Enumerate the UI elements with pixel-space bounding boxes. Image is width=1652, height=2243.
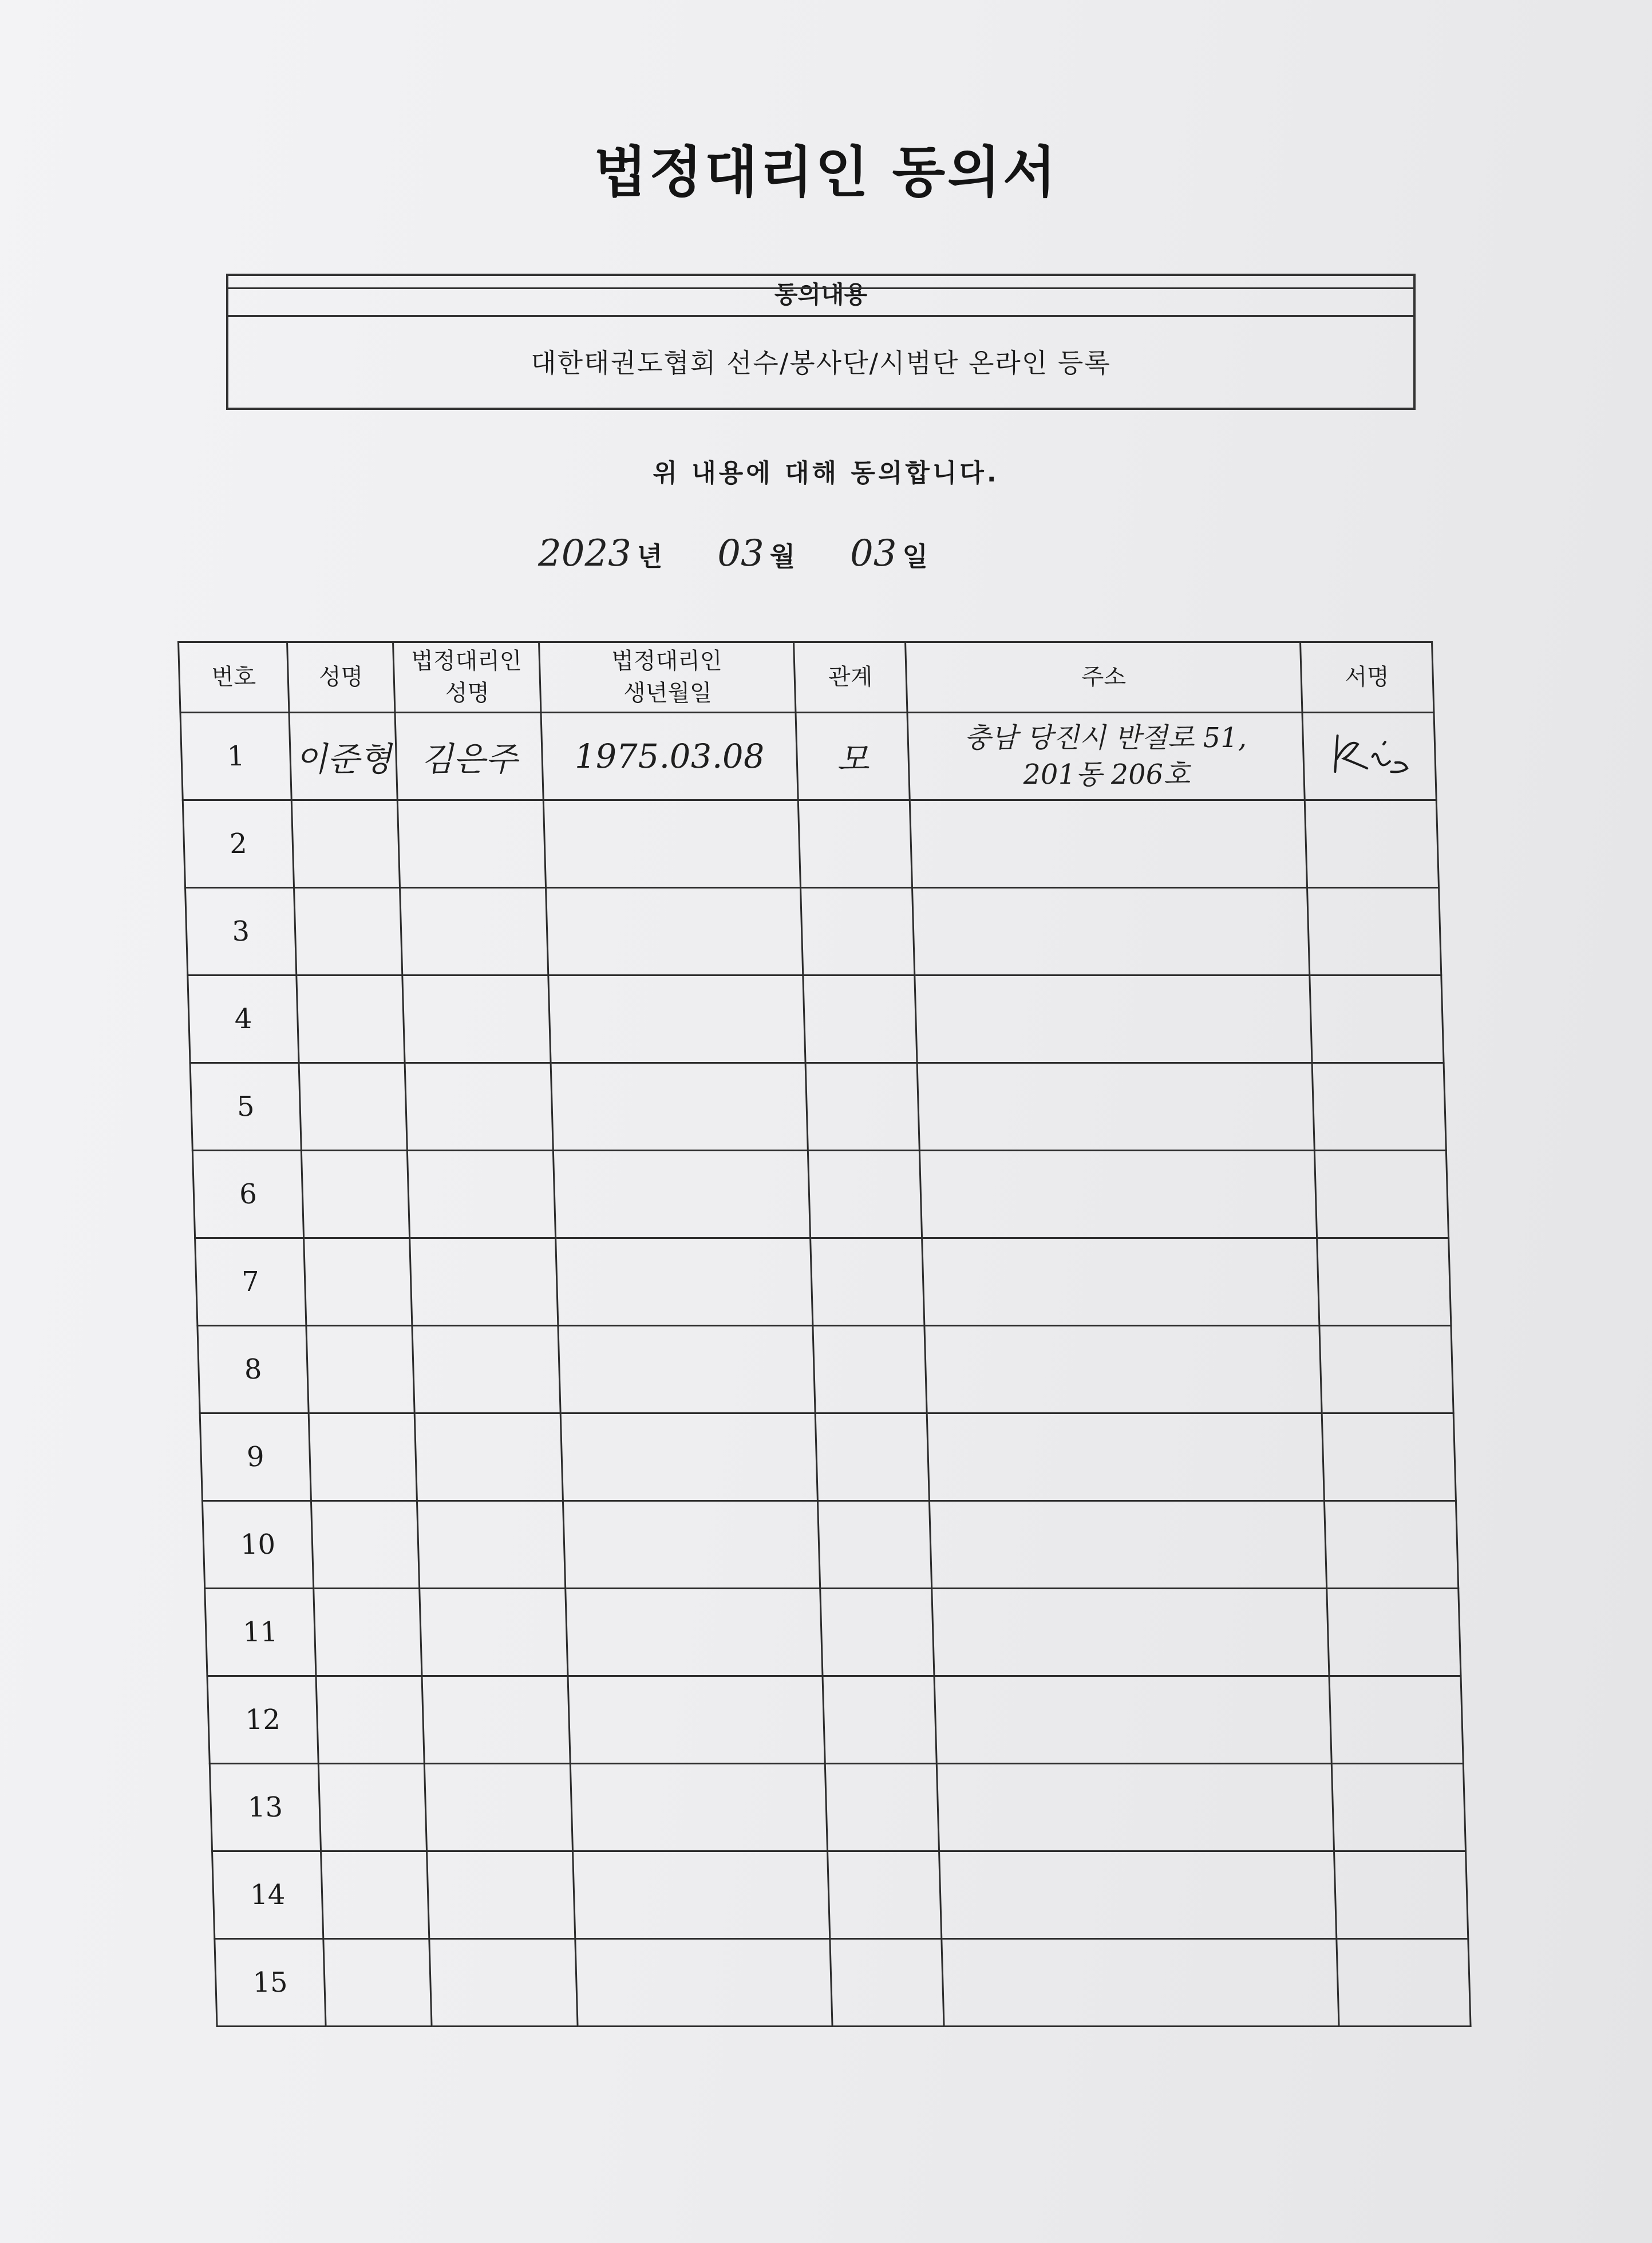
relation[interactable] — [817, 1501, 931, 1589]
table-row — [212, 1851, 1468, 1939]
guardian-name[interactable] — [420, 1589, 568, 1676]
student-name[interactable] — [309, 1413, 417, 1501]
signature-scribble[interactable] — [1302, 713, 1436, 800]
guardian-birthdate[interactable] — [563, 1501, 820, 1589]
table-header-row — [179, 642, 1434, 713]
relation[interactable] — [801, 888, 915, 976]
guardian-birthdate[interactable] — [553, 1151, 810, 1238]
header-name: 성명 — [287, 642, 395, 713]
signature-field[interactable] — [1334, 1851, 1468, 1939]
student-name[interactable] — [323, 1939, 432, 2027]
student-name[interactable] — [297, 976, 405, 1063]
student-name[interactable] — [299, 1063, 407, 1151]
address[interactable] — [936, 1764, 1334, 1851]
guardian-birthdate[interactable] — [548, 976, 805, 1063]
table-row — [192, 1151, 1448, 1238]
date-month: 03 — [717, 532, 764, 575]
row-number: 13 — [210, 1764, 321, 1851]
relation[interactable] — [828, 1851, 942, 1939]
guardian-table — [177, 641, 1472, 2027]
student-name[interactable] — [301, 1151, 409, 1238]
address[interactable] — [932, 1589, 1329, 1676]
relation[interactable] — [813, 1326, 927, 1413]
table-row — [210, 1764, 1465, 1851]
guardian-birthdate[interactable] — [566, 1589, 823, 1676]
relation[interactable] — [798, 800, 912, 888]
signature-field[interactable] — [1331, 1764, 1465, 1851]
guardian-name[interactable] — [422, 1676, 570, 1764]
guardian-birthdate[interactable] — [543, 800, 800, 888]
guardian-name[interactable] — [410, 1238, 558, 1326]
table-row — [180, 713, 1436, 800]
date-day-label: 일 — [902, 541, 928, 572]
guardian-name[interactable] — [407, 1151, 555, 1238]
signature-field[interactable] — [1327, 1589, 1461, 1676]
consent-box-header: 동의내용 — [228, 276, 1413, 317]
row-number: 14 — [212, 1851, 323, 1939]
header-no: 번호 — [179, 642, 289, 713]
guardian-birthdate[interactable] — [573, 1851, 830, 1939]
student-name[interactable] — [314, 1589, 422, 1676]
guardian-birthdate[interactable] — [558, 1326, 815, 1413]
consent-date — [538, 532, 951, 575]
signature-field[interactable] — [1312, 1063, 1446, 1151]
relation[interactable] — [820, 1589, 934, 1676]
student-name[interactable] — [316, 1676, 424, 1764]
relation[interactable] — [808, 1151, 922, 1238]
header-address: 주소 — [906, 642, 1302, 713]
relation[interactable]: 모 — [796, 713, 910, 800]
student-name[interactable] — [311, 1501, 419, 1589]
table-row — [207, 1676, 1463, 1764]
relation[interactable] — [805, 1063, 919, 1151]
student-name[interactable] — [291, 800, 400, 888]
signature-field[interactable] — [1317, 1238, 1451, 1326]
address[interactable]: 충남 당진시 반절로 51, 201동 206호 — [907, 713, 1305, 800]
row-number: 6 — [192, 1151, 303, 1238]
header-guardian-birth: 법정대리인 생년월일 — [539, 642, 796, 713]
table-row — [205, 1589, 1461, 1676]
header-guardian-name: 법정대리인 성명 — [393, 642, 541, 713]
guardian-name[interactable] — [414, 1413, 563, 1501]
table-row — [183, 800, 1438, 888]
table-row — [185, 888, 1441, 976]
row-number: 15 — [215, 1939, 326, 2027]
date-year: 2023 — [538, 532, 631, 575]
table-row — [215, 1939, 1471, 2027]
address[interactable] — [922, 1238, 1319, 1326]
date-year-label: 년 — [637, 541, 663, 572]
address[interactable] — [934, 1676, 1331, 1764]
table-row — [188, 976, 1444, 1063]
signature-field[interactable] — [1324, 1501, 1458, 1589]
consent-content-box — [226, 274, 1416, 410]
guardian-name[interactable] — [417, 1501, 565, 1589]
document-title: 법정대리인 동의서 — [594, 140, 1058, 204]
guardian-birthdate[interactable] — [560, 1413, 817, 1501]
student-name[interactable] — [321, 1851, 429, 1939]
address[interactable] — [924, 1326, 1322, 1413]
row-number: 5 — [190, 1063, 301, 1151]
relation[interactable] — [811, 1238, 924, 1326]
row-number: 11 — [205, 1589, 316, 1676]
guardian-name[interactable]: 김은주 — [395, 713, 543, 800]
address[interactable] — [927, 1413, 1324, 1501]
row-number: 4 — [188, 976, 299, 1063]
row-number: 8 — [197, 1326, 309, 1413]
guardian-birthdate[interactable] — [568, 1676, 825, 1764]
table-row — [202, 1501, 1458, 1589]
guardian-birthdate[interactable] — [575, 1939, 832, 2027]
date-month-label: 월 — [769, 541, 796, 572]
table-row — [195, 1238, 1451, 1326]
guardian-name[interactable] — [427, 1851, 575, 1939]
guardian-birthdate[interactable] — [551, 1063, 808, 1151]
signature-field[interactable] — [1337, 1939, 1471, 2027]
student-name[interactable]: 이준형 — [289, 713, 397, 800]
guardian-name[interactable] — [412, 1326, 560, 1413]
address[interactable] — [919, 1151, 1317, 1238]
guardian-birthdate[interactable] — [546, 888, 803, 976]
student-name[interactable] — [294, 888, 402, 976]
address[interactable] — [929, 1501, 1326, 1589]
guardian-birthdate[interactable] — [570, 1764, 827, 1851]
guardian-name[interactable] — [400, 888, 548, 976]
signature-field[interactable] — [1307, 888, 1441, 976]
consent-box-content: 대한태권도협회 선수/봉사단/시범단 온라인 등록 — [531, 347, 1111, 378]
row-number: 10 — [202, 1501, 313, 1589]
address[interactable] — [939, 1851, 1337, 1939]
guardian-name[interactable] — [402, 976, 551, 1063]
guardian-birthdate[interactable] — [556, 1238, 813, 1326]
signature-field[interactable] — [1310, 976, 1444, 1063]
relation[interactable] — [803, 976, 917, 1063]
relation[interactable] — [823, 1676, 936, 1764]
guardian-birthdate[interactable]: 1975.03.08 — [541, 713, 798, 800]
row-number: 9 — [200, 1413, 311, 1501]
row-number: 3 — [185, 888, 297, 976]
guardian-name[interactable] — [429, 1939, 578, 2027]
signature-field[interactable] — [1322, 1413, 1456, 1501]
table-row — [200, 1413, 1456, 1501]
address[interactable] — [915, 976, 1312, 1063]
relation[interactable] — [830, 1939, 944, 2027]
table-row — [197, 1326, 1453, 1413]
header-relation: 관계 — [794, 642, 907, 713]
date-day: 03 — [850, 532, 897, 575]
row-number: 7 — [195, 1238, 306, 1326]
signature-field[interactable] — [1329, 1676, 1463, 1764]
header-signature: 서명 — [1301, 642, 1434, 713]
signature-field[interactable] — [1305, 800, 1438, 888]
guardian-name[interactable] — [424, 1764, 572, 1851]
address[interactable] — [912, 888, 1310, 976]
signature-field[interactable] — [1314, 1151, 1448, 1238]
row-number: 2 — [183, 800, 294, 888]
table-body — [180, 713, 1471, 2027]
table-row — [190, 1063, 1446, 1151]
relation[interactable] — [825, 1764, 939, 1851]
guardian-name[interactable] — [397, 800, 546, 888]
relation[interactable] — [815, 1413, 929, 1501]
guardian-name[interactable] — [405, 1063, 553, 1151]
row-number: 12 — [207, 1676, 318, 1764]
signature-field[interactable] — [1319, 1326, 1453, 1413]
address[interactable] — [910, 800, 1307, 888]
row-number: 1 — [180, 713, 291, 800]
student-name[interactable] — [318, 1764, 426, 1851]
signature-scribble-icon — [1326, 727, 1413, 779]
address[interactable] — [942, 1939, 1339, 2027]
agreement-statement: 위 내용에 대해 동의합니다. — [653, 459, 999, 488]
student-name[interactable] — [306, 1326, 414, 1413]
student-name[interactable] — [304, 1238, 412, 1326]
address[interactable] — [917, 1063, 1314, 1151]
